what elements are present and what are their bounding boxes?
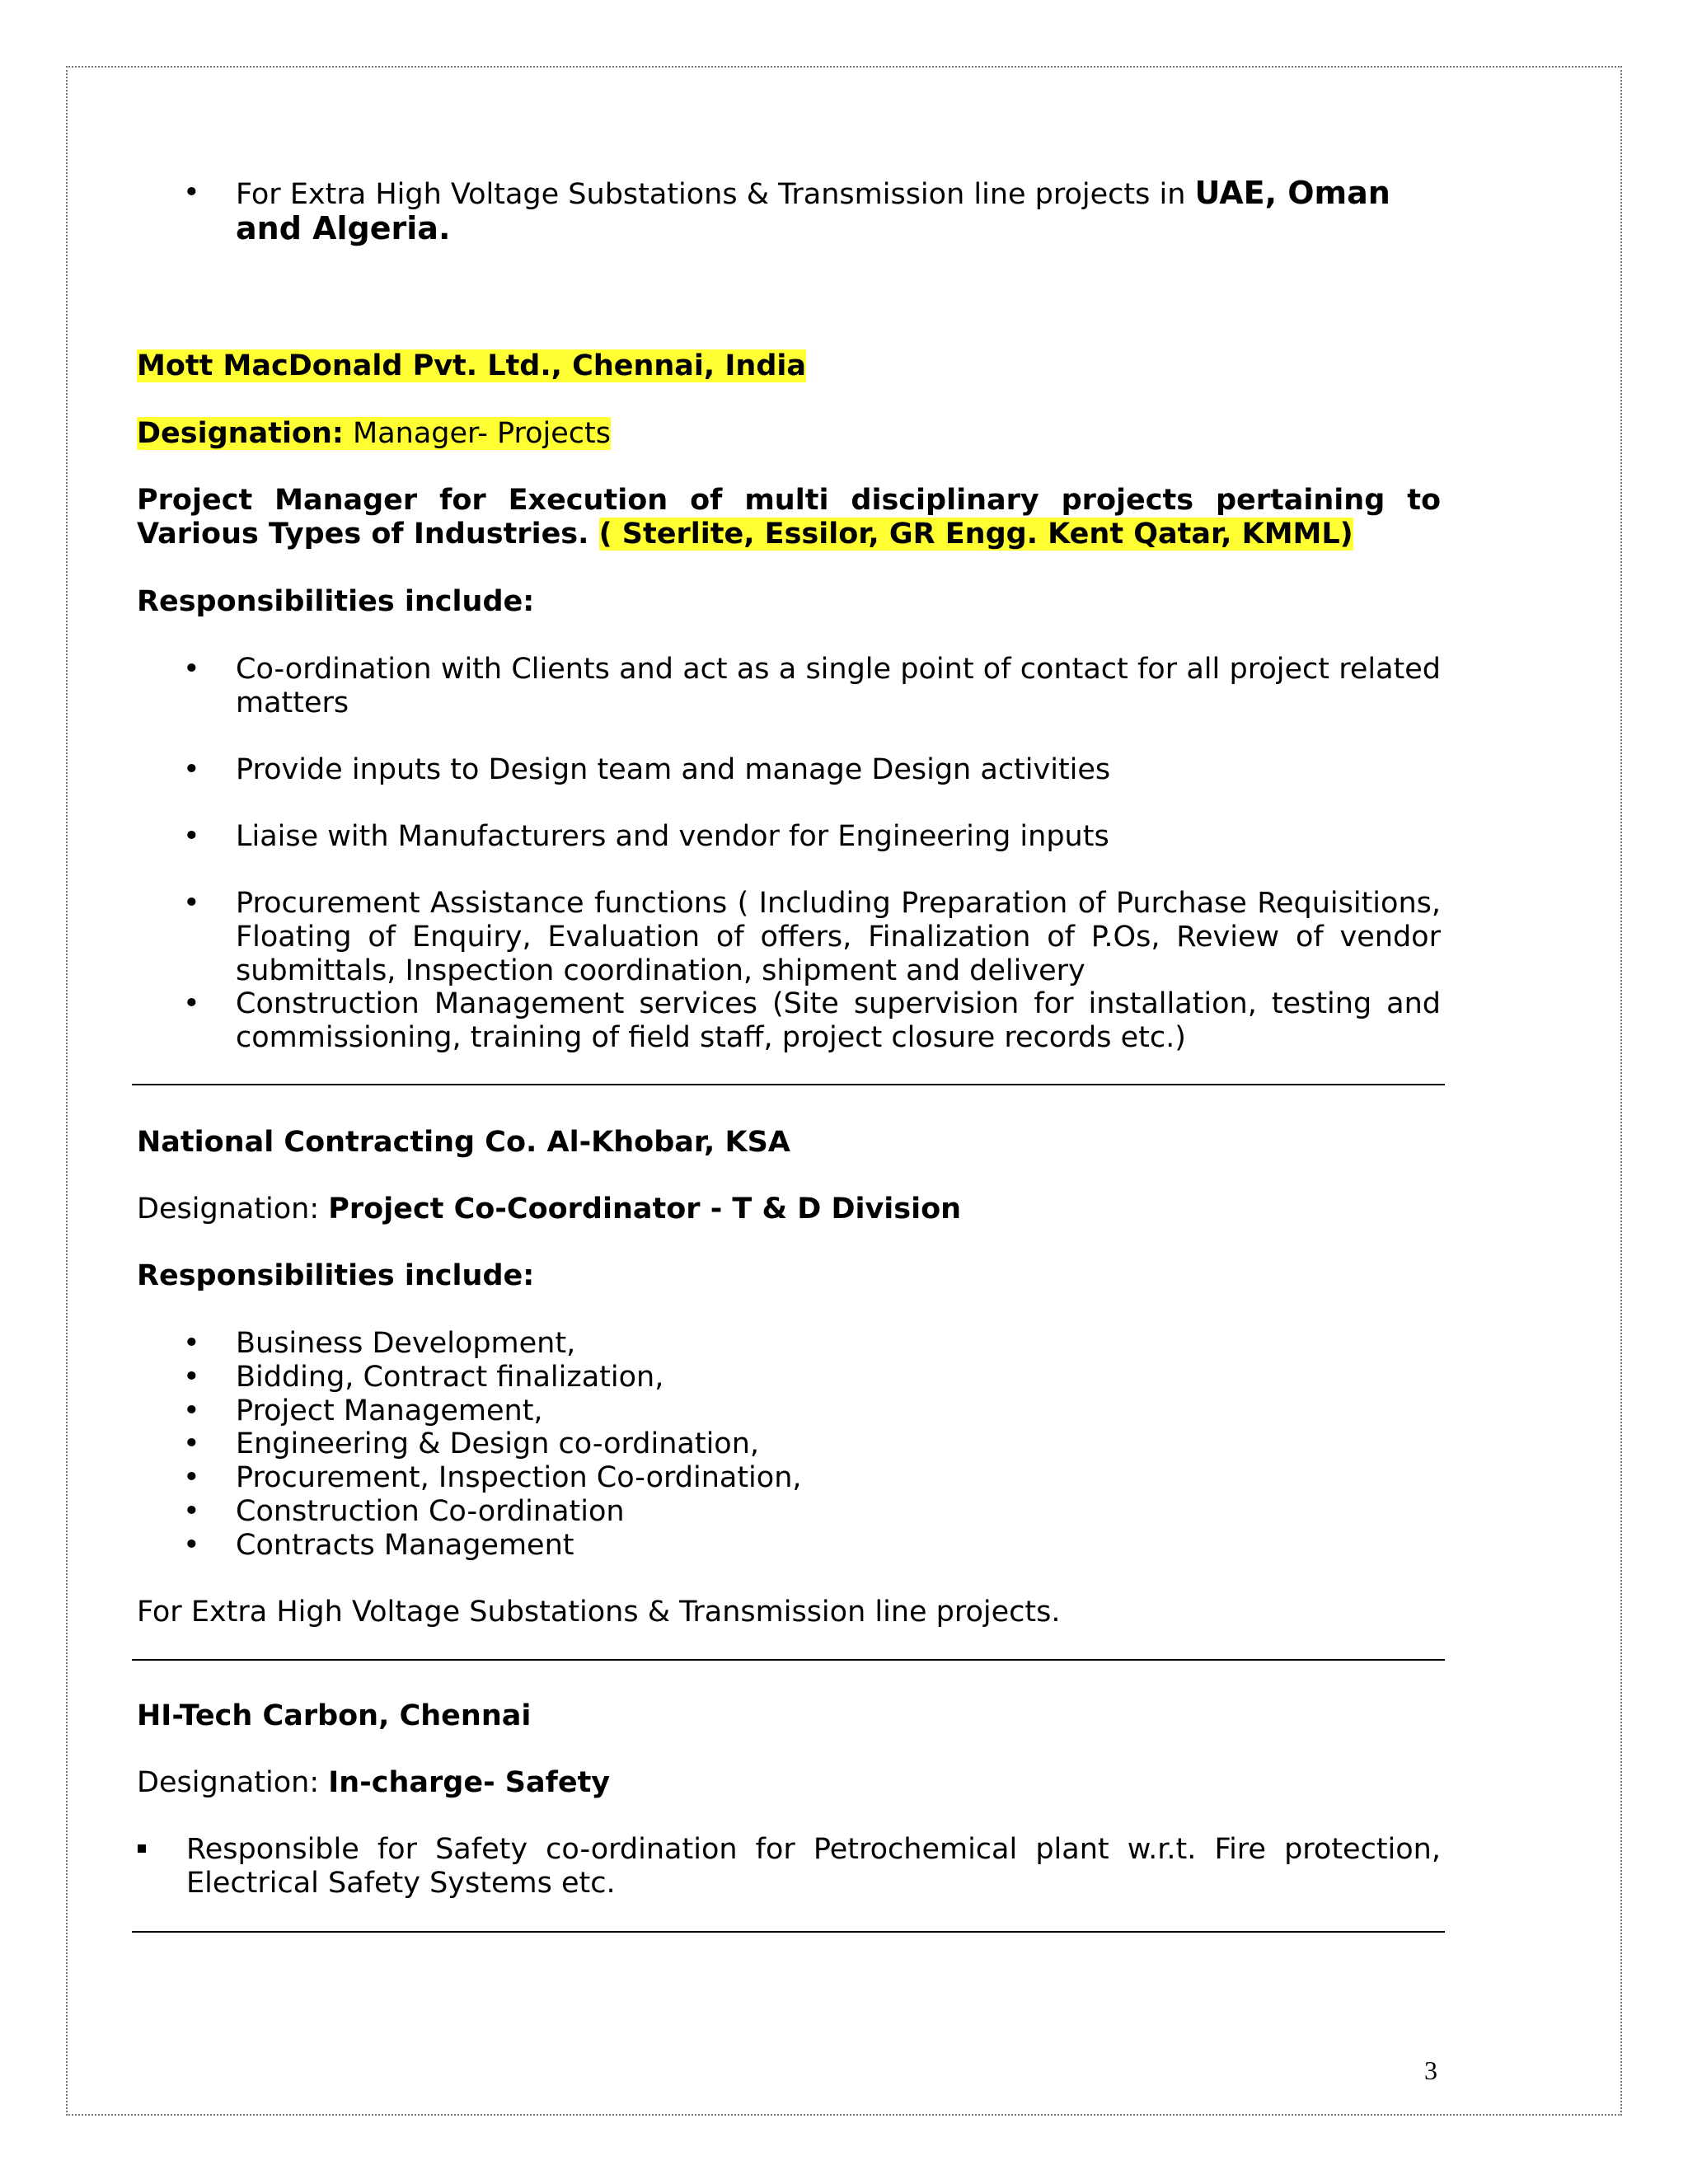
mott-project-text: Project Manager for Execution of multi disciplinary projects pertaining to Various Types of Industries. <box>137 484 1441 551</box>
ncc-designation-value: Project Co-Coordinator - T & D Division <box>328 1193 962 1226</box>
bullet-item: Engineering & Design co-ordination, <box>236 1427 760 1460</box>
mott-designation-value: Manager- Projects <box>343 417 611 450</box>
bullet-dot: • <box>183 987 200 1020</box>
intro-bold-text: UAE, Oman and Algeria. <box>236 175 1390 246</box>
square-bullet-icon <box>138 1844 146 1853</box>
bullet-dot: • <box>183 1361 200 1394</box>
hitech-responsibility: Responsible for Safety co-ordination for Petrochemical plant w.r.t. Fire protection, Electrical Safety Systems etc. <box>186 1833 1441 1900</box>
section-divider <box>132 1931 1445 1933</box>
bullet-item: Construction Management services (Site supervision for installation, testing and commissioning, training of field staff, project closure records etc.) <box>236 987 1441 1054</box>
hitech-designation <box>137 1766 610 1800</box>
bullet-item: Liaise with Manufacturers and vendor for Engineering inputs <box>236 820 1109 853</box>
bullet-item: Construction Co-ordination <box>236 1495 625 1528</box>
bullet-dot: • <box>183 820 200 853</box>
hitech-company-heading: HI-Tech Carbon, Chennai <box>137 1699 532 1732</box>
page-number: 3 <box>1424 2055 1437 2085</box>
bullet-dot: • <box>183 1327 200 1360</box>
mott-responsibilities-heading: Responsibilities include: <box>137 585 535 618</box>
mott-designation <box>137 417 611 451</box>
mott-company-name: Mott MacDonald Pvt. Ltd., Chennai, India <box>137 349 807 382</box>
mott-designation-label: Designation: <box>137 417 344 450</box>
section-divider <box>132 1659 1445 1661</box>
bullet-dot: • <box>183 887 200 920</box>
section-divider <box>132 1084 1445 1085</box>
bullet-item: Contracts Management <box>236 1529 574 1562</box>
ncc-company-heading: National Contracting Co. Al-Khobar, KSA <box>137 1126 790 1159</box>
bullet-item: Bidding, Contract finalization, <box>236 1361 664 1394</box>
bullet-item: Provide inputs to Design team and manage Design activities <box>236 753 1111 786</box>
ncc-responsibilities-heading: Responsibilities include: <box>137 1259 535 1292</box>
hitech-designation-label: Designation: <box>137 1766 329 1799</box>
bullet-item: Procurement, Inspection Co-ordination, <box>236 1461 802 1494</box>
bullet-dot: • <box>183 753 200 786</box>
bullet-dot: • <box>183 653 200 686</box>
ncc-footer-text: For Extra High Voltage Substations & Transmission line projects. <box>137 1596 1061 1629</box>
bullet-dot: • <box>183 1495 200 1528</box>
bullet-dot: • <box>183 1461 200 1494</box>
mott-project-description <box>137 484 1441 551</box>
ncc-designation <box>137 1193 961 1226</box>
bullet-item: Co-ordination with Clients and act as a single point of contact for all project related matters <box>236 653 1441 719</box>
hitech-designation-value: In-charge- Safety <box>328 1766 611 1799</box>
intro-text: For Extra High Voltage Substations & Transmission line projects in <box>236 178 1195 211</box>
bullet-item: Procurement Assistance functions ( Including Preparation of Purchase Requisitions, Floating of Enquiry, Evaluation of offers, Finalization of P.Os, Review of vendor submittals, Inspection coordination, shipment and delivery <box>236 887 1441 987</box>
ncc-designation-label: Designation: <box>137 1193 329 1226</box>
mott-project-clients: ( Sterlite, Essilor, GR Engg. Kent Qatar, KMML) <box>598 518 1353 551</box>
intro-bullet-text <box>236 176 1441 247</box>
bullet-item: Business Development, <box>236 1327 576 1360</box>
bullet-dot: • <box>183 1427 200 1460</box>
mott-company-heading <box>137 349 806 383</box>
bullet-dot: • <box>183 1394 200 1427</box>
bullet-item: Project Management, <box>236 1394 543 1427</box>
bullet-dot: • <box>183 176 200 209</box>
bullet-dot: • <box>183 1529 200 1562</box>
